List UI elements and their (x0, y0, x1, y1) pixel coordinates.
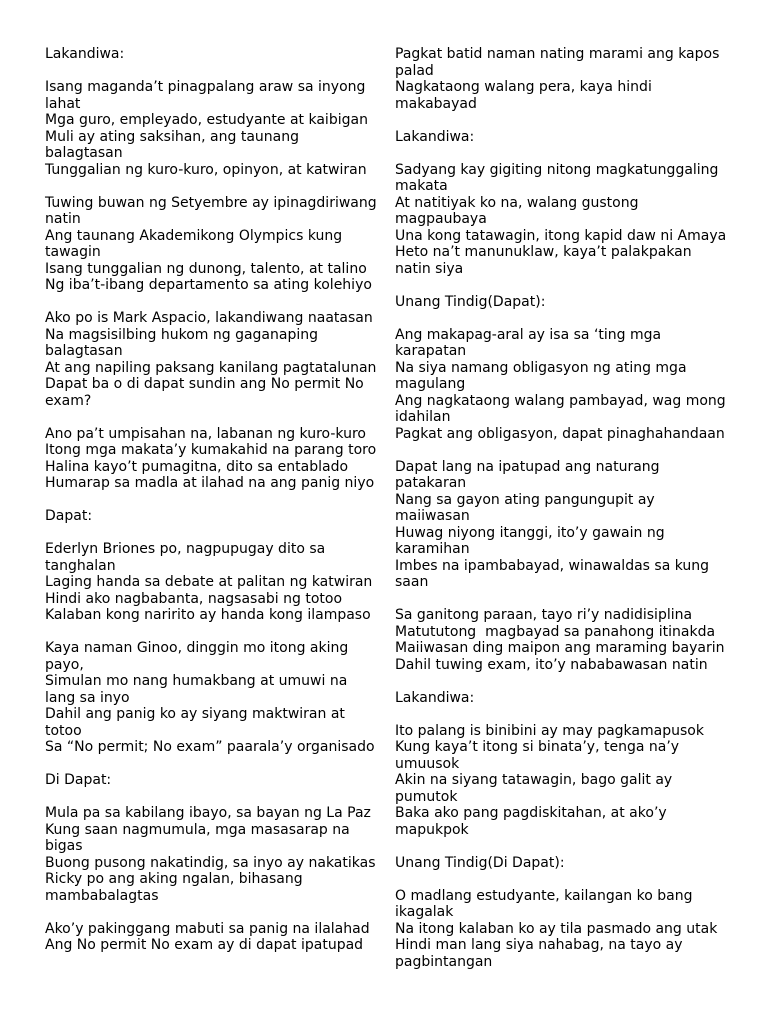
text-line: Ang nagkataong walang pambayad, wag mong (395, 392, 726, 409)
text-line: Ang makapag-aral ay isa sa ‘ting mga (395, 326, 662, 343)
text-line: palad (395, 62, 434, 79)
text-line: Itong mga makata’y kumakahid na parang toro (45, 442, 377, 458)
text-line: Ng iba’t-ibang departamento sa ating kolehiyo (45, 277, 372, 293)
text-line (395, 838, 735, 855)
text-line: At natitiyak ko na, walang gustong (395, 194, 639, 211)
text-line (45, 756, 375, 773)
text-line: Una kong tatawagin, itong kapid daw ni Amaya (395, 227, 727, 244)
text-line: Tuwing buwan ng Setyembre ay ipinagdiriwang (45, 194, 377, 211)
text-line: Matututong magbayad sa panahong itinakda (395, 623, 716, 640)
text-line: makata (395, 178, 448, 194)
text-line (395, 673, 735, 690)
text-line: makabayad (395, 95, 477, 112)
text-line: Hindi ako nagbabanta, nagsasabi ng totoo (45, 590, 343, 607)
text-line: Ang taunang Akademikong Olympics kung (45, 227, 343, 244)
text-line: lang sa inyo (45, 689, 130, 706)
text-line: Baka ako pang pagdiskitahan, at ako’y (395, 805, 667, 821)
text-line (45, 525, 375, 542)
text-line: Ang No permit No exam ay di dapat ipatupad (45, 937, 364, 953)
text-line: natin siya (395, 260, 464, 277)
text-line: pagbintangan (395, 953, 493, 970)
text-line (395, 310, 735, 327)
text-line: Hindi man lang siya nahabag, na tayo ay (395, 937, 683, 953)
text-line: Ito palang is binibini ay may pagkamapusok (395, 722, 704, 739)
text-line: Dahil tuwing exam, ito’y nababawasan natin (395, 656, 708, 673)
text-line: Kaya naman Ginoo, dinggin mo itong aking (45, 640, 349, 656)
text-line: Imbes na ipambabayad, winawaldas sa kung (395, 557, 710, 574)
text-line (395, 112, 735, 129)
text-line: At ang napiling paksang kanilang pagtatalunan (45, 359, 377, 376)
text-line: Isang tunggalian ng dunong, talento, at talino (45, 260, 367, 277)
text-line: ikagalak (395, 904, 454, 920)
text-line: Humarap sa madla at ilahad na ang panig niyo (45, 475, 375, 491)
text-line: Unang Tindig(Di Dapat): (395, 854, 565, 871)
text-line: Huwag niyong itanggi, ito’y gawain ng (395, 524, 665, 541)
text-line: Sadyang kay gigiting nitong magkatunggaling (395, 161, 719, 178)
text-line: Pagkat ang obligasyon, dapat pinaghahandaan (395, 425, 725, 442)
right-column (395, 46, 735, 970)
text-line: Maiiwasan ding maipon ang maraming bayarin (395, 640, 725, 656)
text-line: patakaran (395, 475, 467, 491)
text-line: Ederlyn Briones po, nagpupugay dito sa (45, 541, 326, 557)
text-line: natin (45, 211, 81, 227)
text-line: magpaubaya (395, 211, 487, 227)
text-line: Sa “No permit; No exam” paarala’y organisado (45, 739, 375, 755)
text-line: Lakandiwa: (45, 46, 125, 62)
text-line: Di Dapat: (45, 772, 112, 788)
text-line: Dapat lang na ipatupad ang naturang (395, 458, 660, 475)
left-column (45, 46, 375, 954)
text-line: Dapat: (45, 508, 93, 524)
text-line: bigas (45, 838, 83, 854)
text-line (45, 492, 375, 509)
text-line: Ako’y pakinggang mabuti sa panig na ilalahad (45, 920, 370, 937)
text-line: pumutok (395, 788, 458, 805)
text-line: exam? (45, 392, 92, 409)
text-line: Kung kaya’t itong si binata’y, tenga na’y (395, 739, 680, 755)
text-line (45, 63, 375, 80)
text-line (45, 789, 375, 806)
text-line: Dapat ba o di dapat sundin ang No permit No (45, 376, 364, 392)
text-line (395, 591, 735, 608)
text-line: Kalaban kong naririto ay handa kong ilampaso (45, 607, 371, 623)
text-line (45, 178, 375, 195)
text-line: O madlang estudyante, kailangan ko bang (395, 887, 693, 904)
text-line: Ricky po ang aking ngalan, bihasang (45, 871, 303, 887)
text-line: Na siya namang obligasyon ng ating mga (395, 359, 687, 376)
text-line: Mula pa sa kabilang ibayo, sa bayan ng La Paz (45, 805, 371, 821)
text-line: balagtasan (45, 145, 123, 161)
text-line: Halina kayo’t pumagitna, dito sa entablado (45, 458, 349, 475)
text-line: Ako po is Mark Aspacio, lakandiwang naatasan (45, 310, 373, 326)
text-line: Lakandiwa: (395, 128, 475, 145)
text-line: Muli ay ating saksihan, ang taunang (45, 128, 299, 145)
text-line: karapatan (395, 343, 467, 359)
text-line: tawagin (45, 244, 101, 260)
text-line: umuusok (395, 755, 460, 772)
text-line: Nagkataong walang pera, kaya hindi (395, 79, 652, 95)
text-line: payo, (45, 656, 84, 673)
text-line (395, 706, 735, 723)
text-line: Kung saan nagmumula, mga masasarap na (45, 821, 350, 838)
text-line: Na itong kalaban ko ay tila pasmado ang utak (395, 920, 718, 937)
text-line: maiiwasan (395, 508, 470, 524)
text-line: Isang maganda’t pinagpalang araw sa inyong (45, 79, 366, 95)
text-line: magulang (395, 376, 466, 392)
text-line: Unang Tindig(Dapat): (395, 293, 546, 310)
text-line: Tunggalian ng kuro-kuro, opinyon, at katwiran (45, 161, 367, 178)
text-line: karamihan (395, 541, 470, 557)
text-line: Ano pa’t umpisahan na, labanan ng kuro-kuro (45, 425, 366, 442)
text-line: mambabalagtas (45, 887, 159, 904)
text-line: Laging handa sa debate at palitan ng katwiran (45, 574, 373, 590)
text-line: Buong pusong nakatindig, sa inyo ay nakatikas (45, 854, 376, 871)
text-line: Nang sa gayon ating pangungupit ay (395, 491, 655, 508)
text-line (395, 145, 735, 162)
text-line (395, 442, 735, 459)
text-line (45, 294, 375, 311)
text-line: Na magsisilbing hukom ng gaganaping (45, 326, 318, 343)
text-line: Mga guro, empleyado, estudyante at kaibigan (45, 112, 368, 128)
text-line: mapukpok (395, 821, 469, 838)
text-line: lahat (45, 95, 81, 112)
text-line (45, 409, 375, 426)
text-line: totoo (45, 722, 82, 739)
text-line: balagtasan (45, 343, 123, 359)
text-line: tanghalan (45, 557, 116, 574)
text-line: idahilan (395, 409, 451, 425)
text-line: Lakandiwa: (395, 689, 475, 706)
text-line: Heto na’t manunuklaw, kaya’t palakpakan (395, 244, 692, 260)
text-line (45, 624, 375, 641)
text-line: saan (395, 574, 429, 590)
text-line: Akin na siyang tatawagin, bago galit ay (395, 772, 673, 788)
text-line: Pagkat batid naman nating marami ang kapos (395, 46, 720, 62)
text-line (395, 871, 735, 888)
text-line: Simulan mo nang humakbang at umuwi na (45, 673, 348, 689)
text-line: Sa ganitong paraan, tayo ri’y nadidisiplina (395, 607, 693, 623)
text-line (395, 277, 735, 294)
text-line: Dahil ang panig ko ay siyang maktwiran at (45, 706, 345, 722)
text-line (45, 904, 375, 921)
